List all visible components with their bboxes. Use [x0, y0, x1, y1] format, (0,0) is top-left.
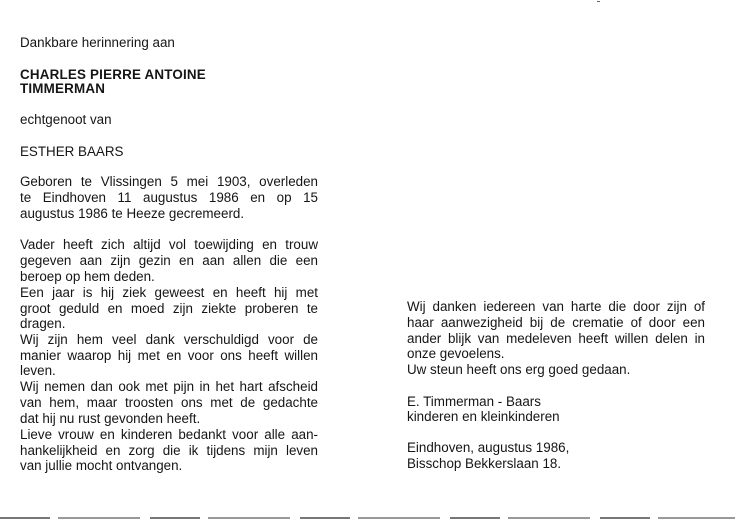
deceased-name-line1: CHARLES PIERRE ANTOINE [20, 67, 206, 82]
intro-text: Dankbare herinnering aan [20, 35, 175, 50]
address-line: Eindhoven, augustus 1986, [407, 440, 570, 455]
thanks-line: Uw steun heeft ons erg goed gedaan. [407, 362, 631, 377]
family-line: kinderen en kleinkinderen [407, 409, 560, 424]
scan-speck [597, 1, 600, 2]
tribute-line: Wij zijn hem veel dank verschuldigd voor de [20, 332, 318, 347]
tribute-line: Lieve vrouw en kinderen bedankt voor alle aan- [20, 427, 318, 442]
tribute-line: van hem, maar troosten ons met de gedachte [20, 395, 318, 410]
family-line: E. Timmerman - Baars [407, 394, 541, 409]
tribute-line: hankelijkheid en zorg die ik tijdens mijn leven [20, 443, 318, 458]
tribute-line: van jullie mocht ontvangen. [20, 458, 183, 473]
tribute-line: beroep op hem deden. [20, 269, 155, 284]
tribute-line: groot geduld en moed zijn ziekte proberen te [20, 301, 318, 316]
tribute-line: Vader heeft zich altijd vol toewijding en trouw [20, 237, 318, 252]
tribute-line: dat hij nu rust gevonden heeft. [20, 411, 201, 426]
thanks-line: haar aanwezigheid bij de crematie of door een [407, 315, 705, 330]
thanks-line: ander blijk van medeleven heeft willen delen in [407, 331, 705, 346]
relation-text: echtgenoot van [20, 112, 112, 127]
tribute-line: leven. [20, 363, 56, 378]
deceased-name-line2: TIMMERMAN [20, 81, 106, 96]
tribute-line: Wij nemen dan ook met pijn in het hart afscheid [20, 379, 318, 394]
birth-line: te Eindhoven 11 augustus 1986 en op 15 [20, 190, 318, 205]
tribute-line: dragen. [20, 316, 66, 331]
thanks-line: onze gevoelens. [407, 346, 505, 361]
birth-line: augustus 1986 te Heeze gecremeerd. [20, 206, 245, 221]
spouse-name: ESTHER BAARS [20, 144, 124, 159]
tribute-line: manier waarop hij met en voor ons heeft willen [20, 348, 318, 363]
birth-line: Geboren te Vlissingen 5 mei 1903, overleden [20, 174, 318, 189]
thanks-line: Wij danken iedereen van harte die door zijn of [407, 299, 705, 314]
address-line: Bisschop Bekkerslaan 18. [407, 456, 562, 471]
tribute-line: Een jaar is hij ziek geweest en heeft hij met [20, 285, 318, 300]
tribute-line: gegeven aan zijn gezin en aan allen die een [20, 253, 318, 268]
